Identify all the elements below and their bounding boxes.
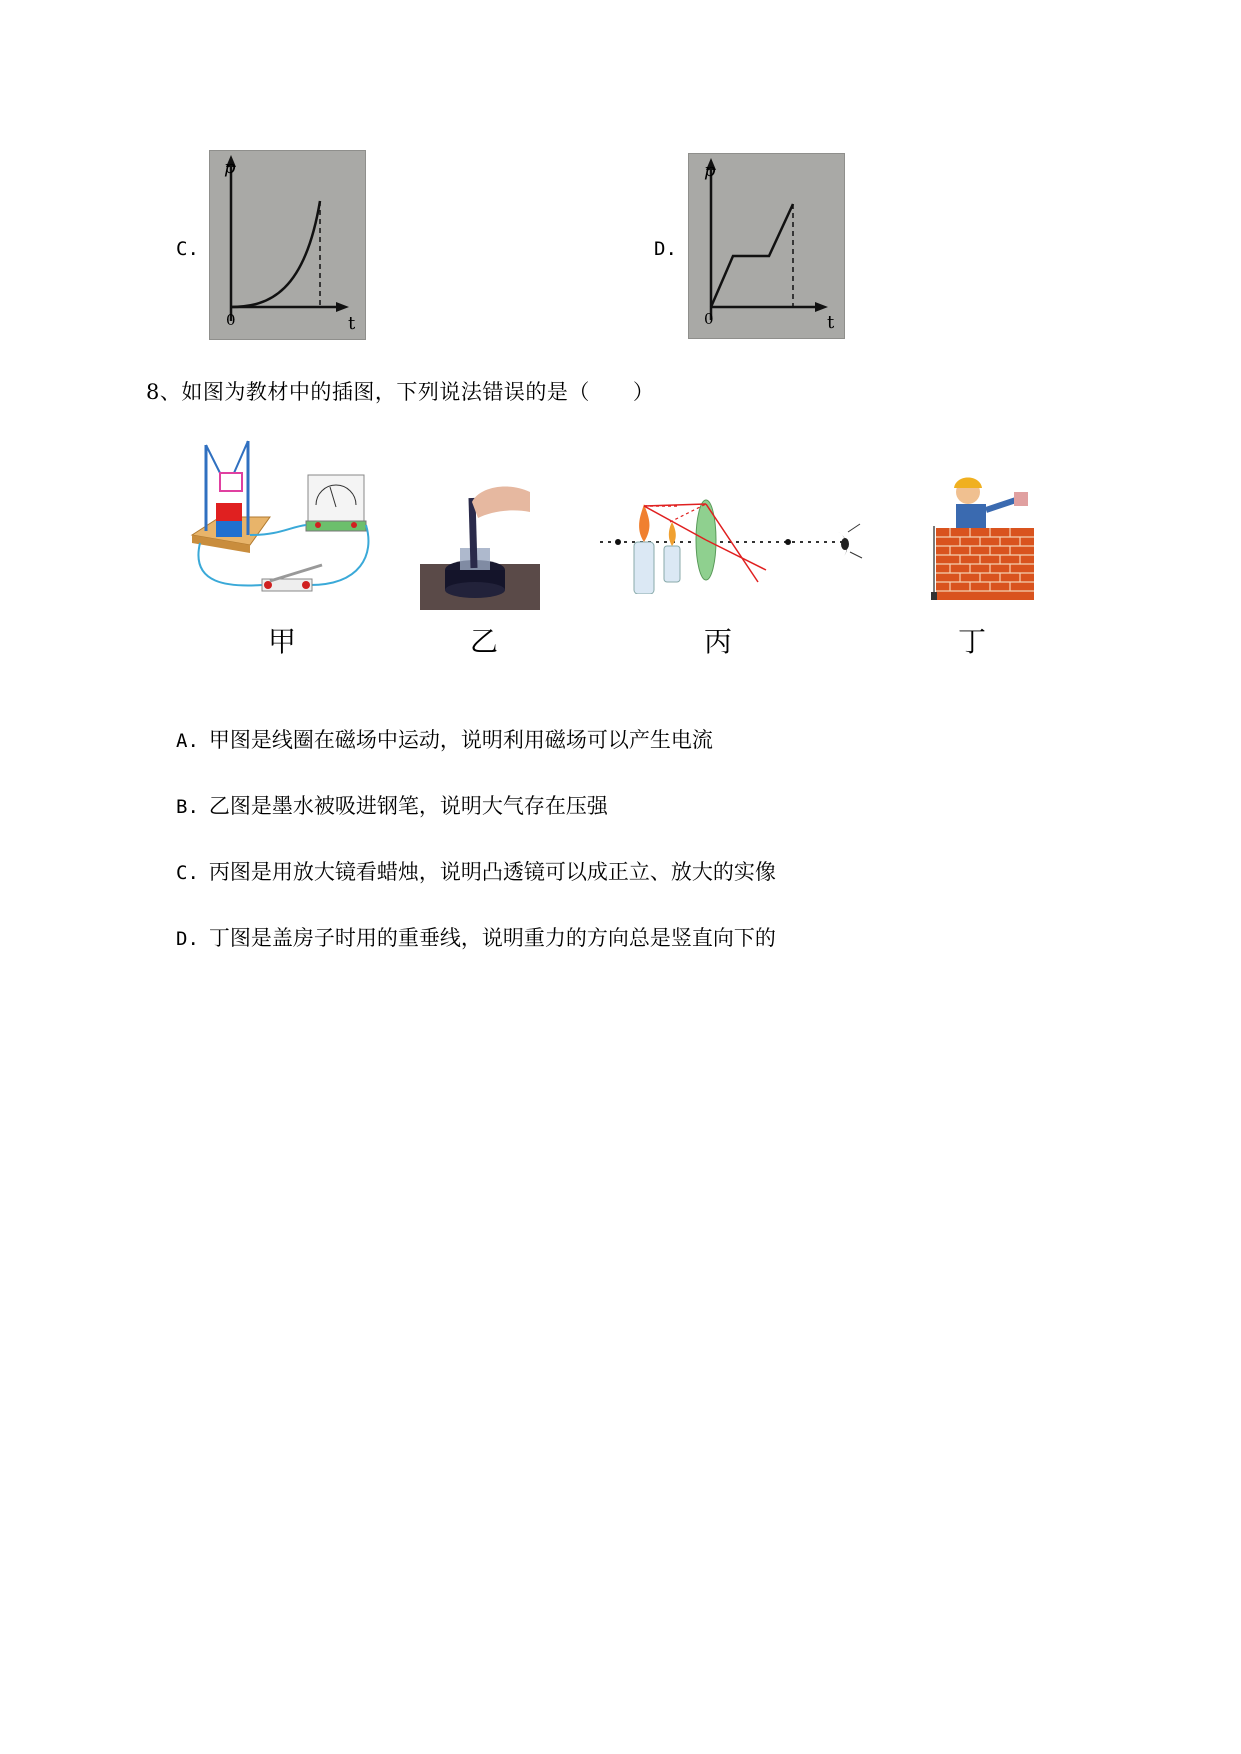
pressure-time-graph-d <box>688 153 845 339</box>
origin-label: 0 <box>704 310 714 328</box>
figure-yi-ink-pen-photo <box>420 478 540 610</box>
option-b-letter: B. <box>176 796 199 818</box>
origin-label: 0 <box>226 311 236 329</box>
option-c-letter: C. <box>176 862 199 884</box>
option-d-letter: D. <box>176 928 199 950</box>
option-d-label: D. <box>654 238 677 260</box>
option-a-text: 甲图是线圈在磁场中运动，说明利用磁场可以产生电流 <box>208 728 713 752</box>
option-c <box>176 856 776 886</box>
x-axis-label: t <box>348 313 356 334</box>
option-d-text: 丁图是盖房子时用的重垂线，说明重力的方向总是竖直向下的 <box>208 926 776 950</box>
option-c-text: 丙图是用放大镜看蜡烛，说明凸透镜可以成正立、放大的实像 <box>208 860 776 884</box>
option-b <box>176 790 608 820</box>
figure-bing-caption: 丙 <box>703 625 732 658</box>
option-c-label: C. <box>176 238 199 260</box>
figure-jia-caption: 甲 <box>267 625 296 658</box>
figure-ding-caption: 丁 <box>957 625 986 658</box>
option-a <box>176 724 713 754</box>
figure-ding-plumb-line-illustration <box>930 470 1036 602</box>
option-d <box>176 922 776 952</box>
figure-yi-caption: 乙 <box>469 625 498 658</box>
figure-bing-magnifier-diagram <box>598 482 868 594</box>
option-a-letter: A. <box>176 730 199 752</box>
question-8-text: 8、如图为教材中的插图，下列说法错误的是（ ） <box>146 380 655 404</box>
y-axis-label: p <box>224 157 236 178</box>
pressure-time-graph-c <box>209 150 366 340</box>
option-b-text: 乙图是墨水被吸进钢笔，说明大气存在压强 <box>208 794 608 818</box>
x-axis-label: t <box>827 312 835 333</box>
figure-jia-generator-illustration <box>190 435 370 615</box>
y-axis-label: p <box>704 160 716 181</box>
